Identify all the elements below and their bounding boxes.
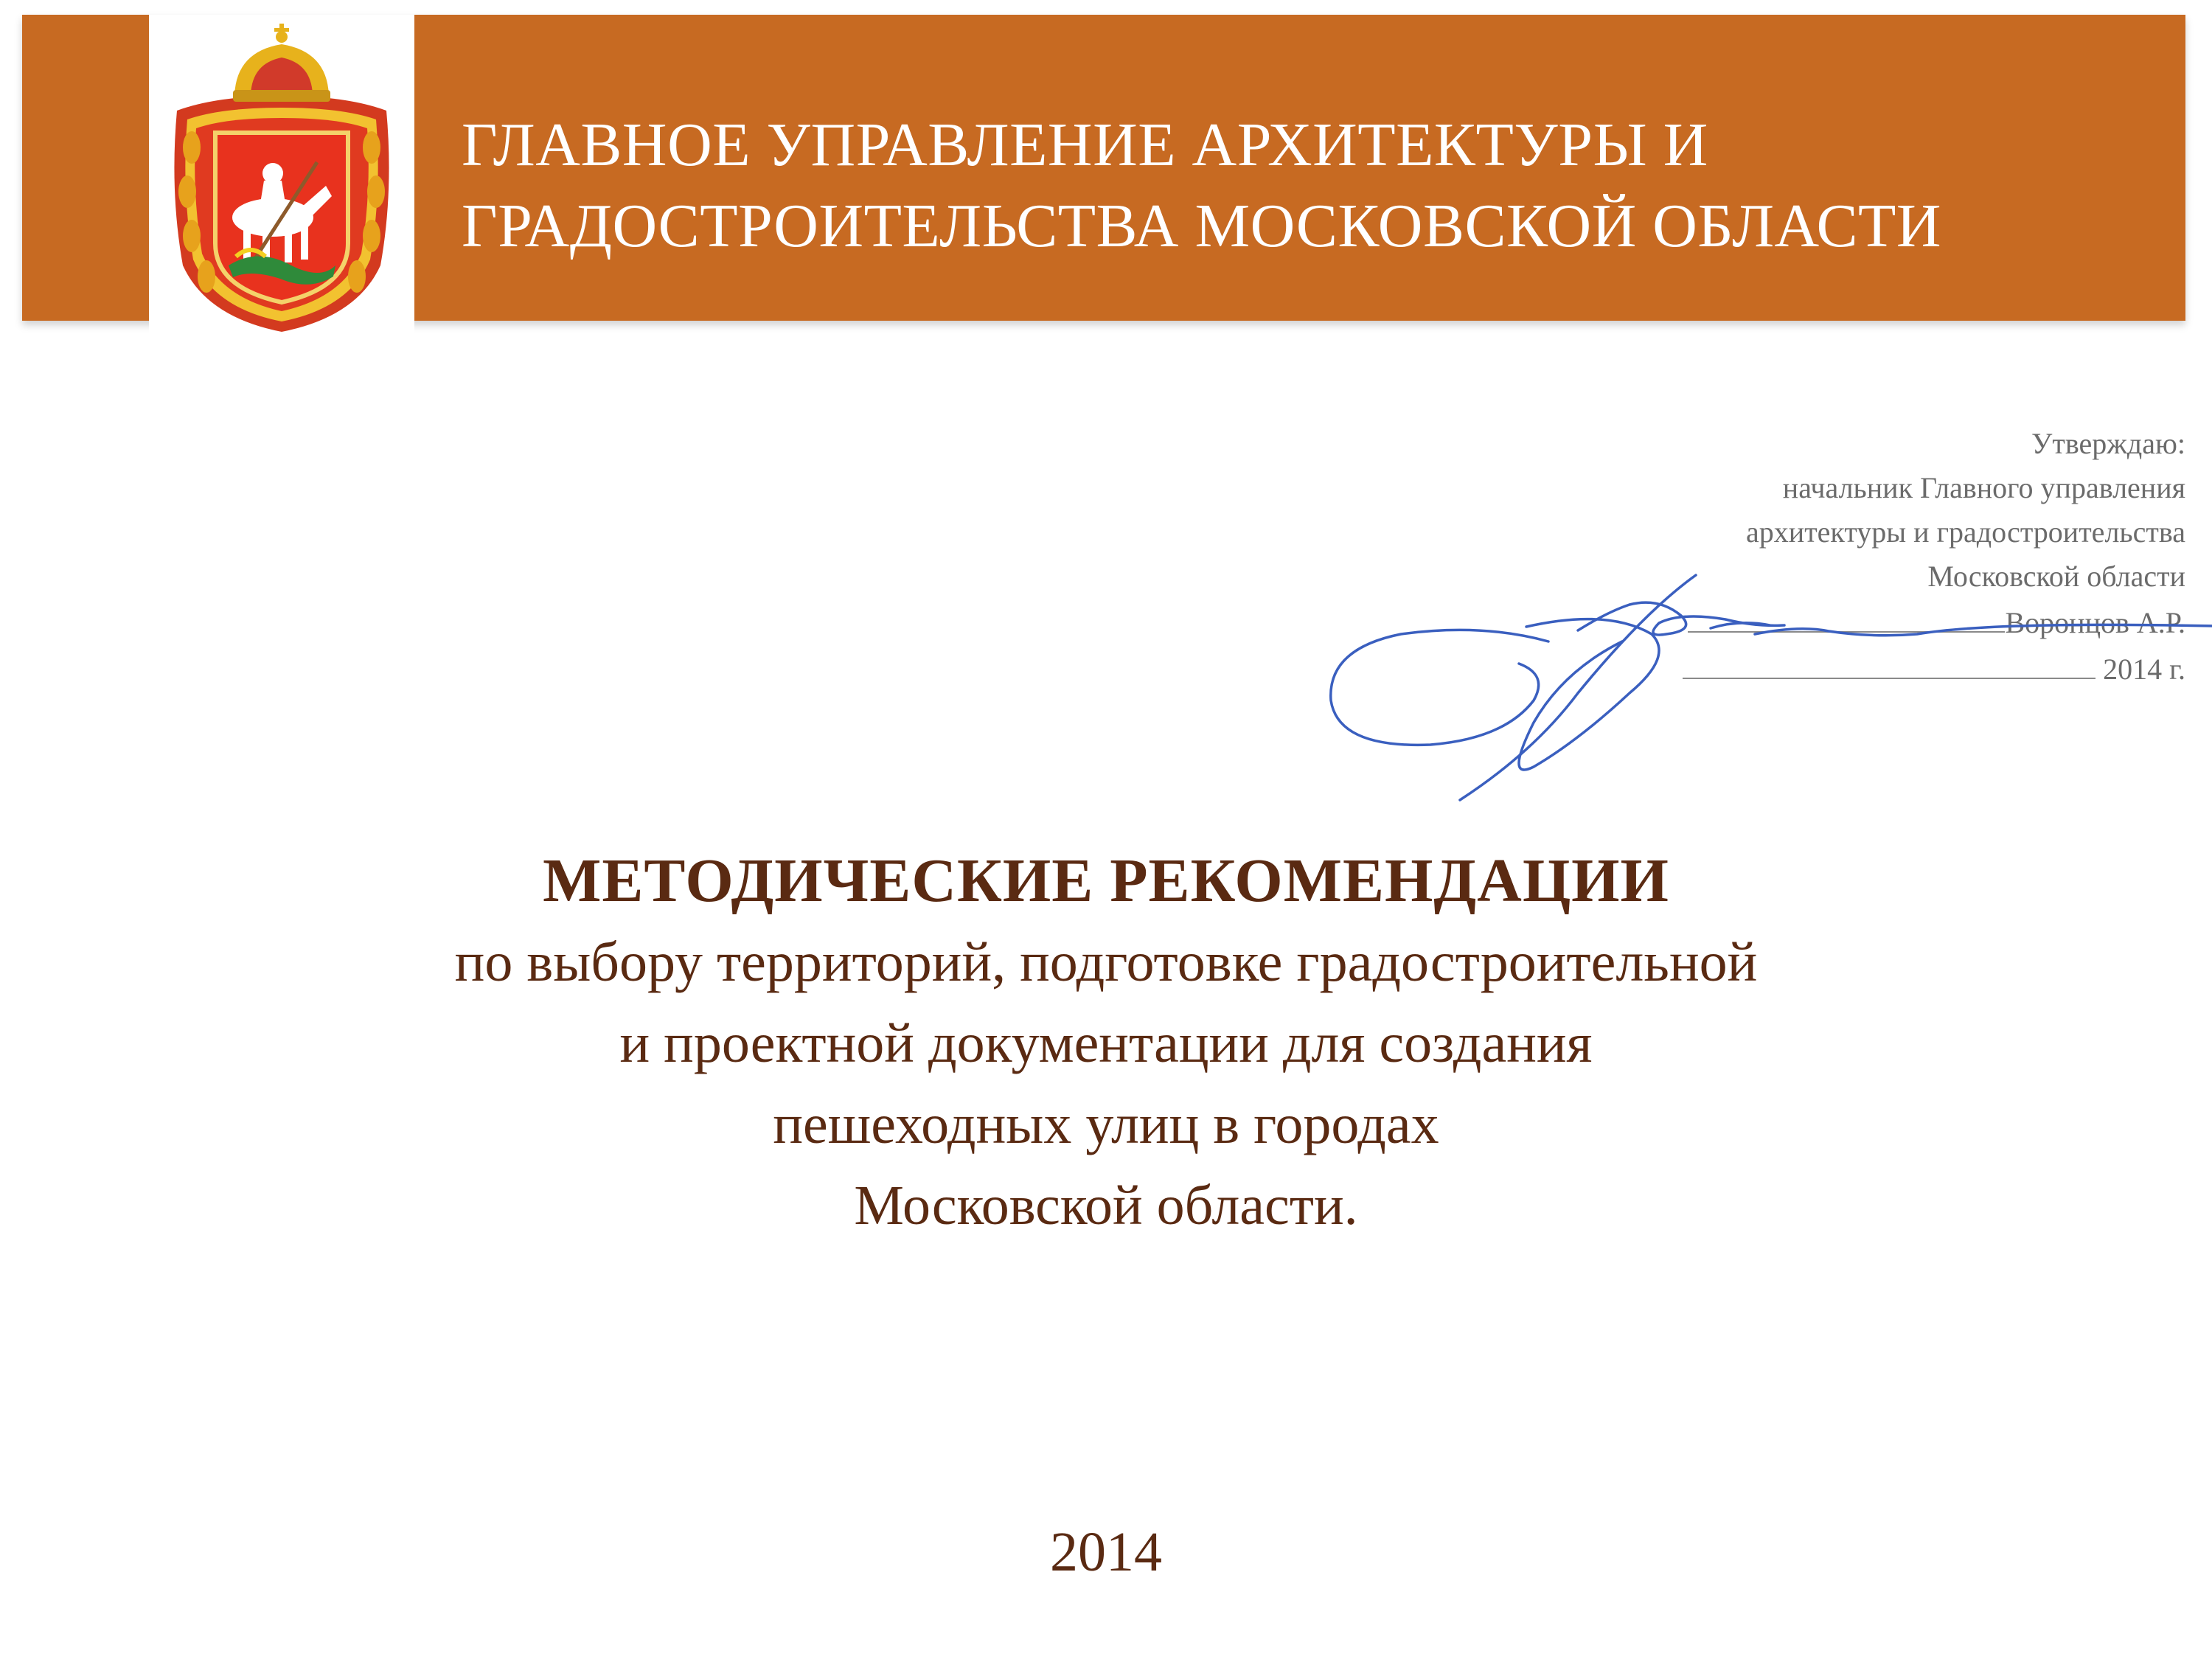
approval-label: Утверждаю: — [2031, 427, 2185, 460]
approval-date: 2014 г. — [2103, 653, 2185, 686]
document-subtitle-line: по выбору территорий, подготовке градостроительной — [454, 931, 1758, 993]
organization-title — [462, 105, 2187, 267]
emblem-container — [149, 15, 414, 343]
approval-position-line: архитектуры и градостроительства — [1746, 515, 2185, 549]
approval-position-line: начальник Главного управления — [1782, 471, 2185, 504]
document-subtitle-line: Московской области. — [854, 1175, 1358, 1237]
header-banner — [22, 15, 2185, 321]
approval-position-line: Московской области — [1927, 560, 2185, 593]
organization-title-line: ГЛАВНОЕ УПРАВЛЕНИЕ АРХИТЕКТУРЫ И — [462, 111, 1708, 179]
organization-title-line: ГРАДОСТРОИТЕЛЬСТВА МОСКОВСКОЙ ОБЛАСТИ — [462, 192, 1942, 260]
approval-signatory: Воронцов А.Р. — [2005, 606, 2185, 639]
document-subtitle-line: пешеходных улиц в городах — [773, 1093, 1439, 1155]
document-title-block — [0, 841, 2212, 1246]
document-subtitle — [0, 922, 2212, 1246]
moscow-oblast-coat-of-arms-icon — [162, 22, 401, 335]
document-year: 2014 — [1050, 1521, 1162, 1583]
document-type: МЕТОДИЧЕСКИЕ РЕКОМЕНДАЦИИ — [543, 846, 1669, 915]
handwritten-signature-icon — [1312, 546, 2212, 826]
document-subtitle-line: и проектной документации для создания — [619, 1012, 1593, 1074]
